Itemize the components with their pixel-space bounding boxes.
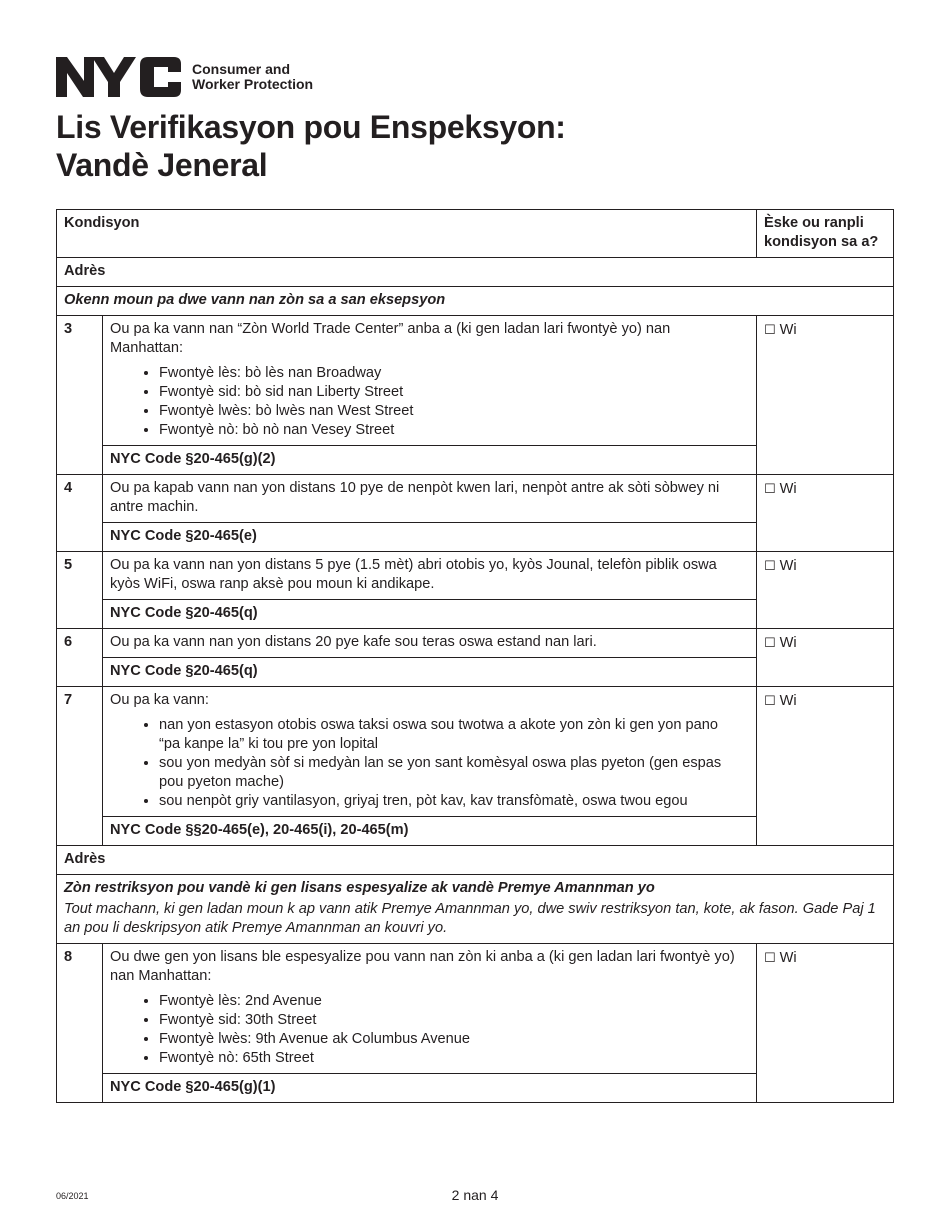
list-item: • Fwontyè nò: 65th Street <box>159 1049 749 1068</box>
checkbox-icon[interactable]: ☐ <box>764 322 776 337</box>
condition-description: Ou pa ka vann: <box>110 692 209 708</box>
nyc-logo <box>56 55 313 99</box>
nyc-logo-mark <box>56 55 182 99</box>
section-row <box>57 258 894 287</box>
condition-text <box>103 944 757 1074</box>
list-item: • Fwontyè sid: 30th Street <box>159 1011 749 1030</box>
condition-number: 8 <box>57 944 103 1103</box>
agency-line-1: Consumer and <box>192 61 291 77</box>
boundary-list <box>110 364 749 440</box>
condition-row-3 <box>57 316 894 446</box>
yes-checkbox[interactable] <box>764 481 797 497</box>
checkbox-cell <box>757 687 894 846</box>
condition-description: Ou dwe gen yon lisans ble espesyalize pou vann nan zòn ki anba a (ki gen ladan lari fwontyè yo) nan Manhattan: <box>110 949 735 984</box>
condition-number: 4 <box>57 475 103 552</box>
condition-row-5 <box>57 552 894 600</box>
list-item: • sou nenpòt griy vantilasyon, griyaj tren, pòt kav, kav transfòmatè, oswa twou egou <box>159 792 729 811</box>
page-number: 2 nan 4 <box>451 1187 499 1203</box>
condition-row-8 <box>57 944 894 1074</box>
list-item: • Fwontyè lwès: bò lwès nan West Street <box>159 402 749 421</box>
checkbox-label: Wi <box>779 322 797 338</box>
list-item: • Fwontyè sid: bò sid nan Liberty Street <box>159 383 749 402</box>
yes-checkbox[interactable] <box>764 693 797 709</box>
section-subtitle-row <box>57 287 894 316</box>
checkbox-cell <box>757 316 894 475</box>
code-reference: NYC Code §§20-465(e), 20-465(i), 20-465(m) <box>103 817 757 846</box>
restriction-list <box>110 716 749 811</box>
checkbox-icon[interactable]: ☐ <box>764 558 776 573</box>
condition-number: 7 <box>57 687 103 846</box>
check-header: Èske ou ranpli kondisyon sa a? <box>757 210 894 258</box>
list-item: • sou yon medyàn sòf si medyàn lan se yon sant komèsyal oswa plas pyeton (gen espas pou pyeton mache) <box>159 754 729 792</box>
condition-text <box>103 687 757 817</box>
list-item: • Fwontyè lwès: 9th Avenue ak Columbus Avenue <box>159 1030 749 1049</box>
code-reference: NYC Code §20-465(e) <box>103 523 757 552</box>
agency-name <box>192 62 313 92</box>
condition-text <box>103 316 757 446</box>
revision-date: 06/2021 <box>56 1191 89 1201</box>
title-line-1: Lis Verifikasyon pou Enspeksyon: <box>56 109 566 145</box>
condition-text: Ou pa kapab vann nan yon distans 10 pye de nenpòt kwen lari, nenpòt antre ak sòti sòbwey ni antre machin. <box>103 475 757 523</box>
condition-header: Kondisyon <box>57 210 757 258</box>
section-subtitle: Zòn restriksyon pou vandè ki gen lisans espesyalize ak vandè Premye Amannman yo <box>64 880 655 896</box>
checkbox-icon[interactable]: ☐ <box>764 693 776 708</box>
yes-checkbox[interactable] <box>764 950 797 966</box>
yes-checkbox[interactable] <box>764 322 797 338</box>
checkbox-icon[interactable]: ☐ <box>764 950 776 965</box>
checkbox-cell <box>757 475 894 552</box>
list-item: • nan yon estasyon otobis oswa taksi oswa sou twotwa a akote yon zòn ki gen yon pano “pa kanpe la” ki tou pre yon lopital <box>159 716 729 754</box>
condition-number: 6 <box>57 629 103 687</box>
condition-number: 3 <box>57 316 103 475</box>
section-row <box>57 846 894 875</box>
page-title <box>56 108 566 184</box>
section-subtitle: Okenn moun pa dwe vann nan zòn sa a san eksepsyon <box>57 287 894 316</box>
section-title: Adrès <box>57 258 894 287</box>
code-reference: NYC Code §20-465(q) <box>103 658 757 687</box>
checkbox-label: Wi <box>779 481 797 497</box>
condition-row-4 <box>57 475 894 523</box>
section-note: Tout machann, ki gen ladan moun k ap vann atik Premye Amannman yo, dwe swiv restriksyon tan, kote, ak fason. Gade Paj 1 an pou li deskripsyon atik Premye Amannman an kouvri yo. <box>64 901 876 936</box>
yes-checkbox[interactable] <box>764 635 797 651</box>
section-subtitle-row <box>57 875 894 944</box>
condition-text: Ou pa ka vann nan yon distans 5 pye (1.5 mèt) abri otobis yo, kyòs Jounal, telefòn piblik oswa kyòs WiFi, oswa ranp aksè pou moun ki andikape. <box>103 552 757 600</box>
section-subtitle-cell <box>57 875 894 944</box>
code-reference: NYC Code §20-465(q) <box>103 600 757 629</box>
boundary-list <box>110 992 749 1068</box>
list-item: • Fwontyè lès: 2nd Avenue <box>159 992 749 1011</box>
checkbox-icon[interactable]: ☐ <box>764 481 776 496</box>
list-item: • Fwontyè nò: bò nò nan Vesey Street <box>159 421 749 440</box>
title-line-2: Vandè Jeneral <box>56 147 268 183</box>
checkbox-cell <box>757 944 894 1103</box>
agency-line-2: Worker Protection <box>192 76 314 92</box>
checklist-table <box>56 209 894 1103</box>
condition-description: Ou pa ka vann nan “Zòn World Trade Center” anba a (ki gen ladan lari fwontyè yo) nan Manhattan: <box>110 321 671 356</box>
condition-row-6 <box>57 629 894 658</box>
checkbox-label: Wi <box>779 693 797 709</box>
code-reference: NYC Code §20-465(g)(2) <box>103 446 757 475</box>
condition-row-7 <box>57 687 894 817</box>
checkbox-icon[interactable]: ☐ <box>764 635 776 650</box>
condition-number: 5 <box>57 552 103 629</box>
yes-checkbox[interactable] <box>764 558 797 574</box>
checkbox-cell <box>757 552 894 629</box>
checkbox-label: Wi <box>779 950 797 966</box>
checkbox-label: Wi <box>779 558 797 574</box>
header-row <box>57 210 894 258</box>
section-title: Adrès <box>57 846 894 875</box>
checkbox-cell <box>757 629 894 687</box>
condition-text: Ou pa ka vann nan yon distans 20 pye kafe sou teras oswa estand nan lari. <box>103 629 757 658</box>
code-reference: NYC Code §20-465(g)(1) <box>103 1074 757 1103</box>
checkbox-label: Wi <box>779 635 797 651</box>
list-item: • Fwontyè lès: bò lès nan Broadway <box>159 364 749 383</box>
